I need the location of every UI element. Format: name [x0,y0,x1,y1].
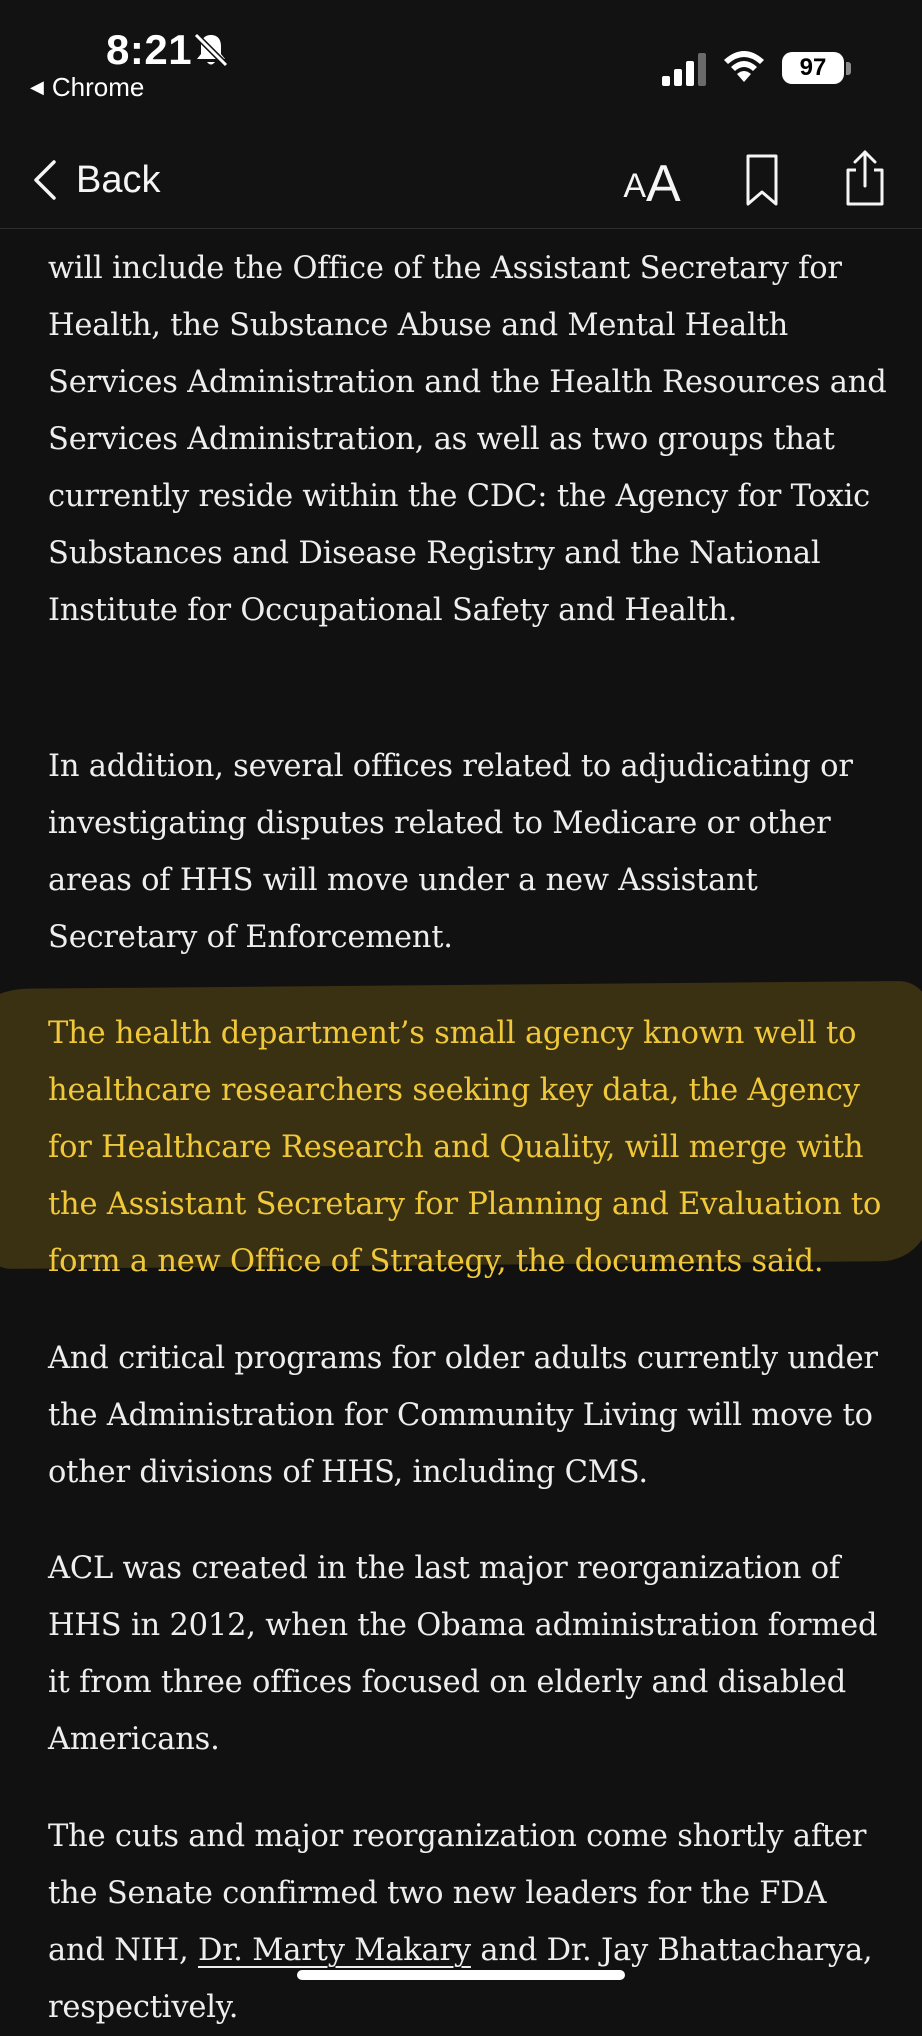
signal-icon [662,52,708,86]
paragraph-text-start: The cuts and major reorganization come shortly after the Senate confirmed two new leaders for the FDA and NIH, [48,1819,867,1968]
wifi-icon [722,48,766,84]
back-label: Back [76,158,161,201]
article-paragraph [48,1808,888,2036]
font-size-small-a: A [623,167,646,205]
bookmark-icon[interactable] [744,152,780,208]
home-indicator[interactable] [297,1970,625,1980]
paragraph-text-end: and Dr. Jay Bhattacharya, respectively. [48,1933,873,2025]
chevron-left-icon [30,158,60,202]
battery-icon [782,52,844,84]
battery-level: 97 [799,54,827,81]
article-paragraph: will include the Office of the Assistant Secretary for Health, the Substance Abuse and Mental Health Services Administration and the Health Resources and Services Administration, as well as two groups that currently reside within the CDC: the Agency for Toxic Substances and Disease Registry and the National Institute for Occupational Safety and Health. [48,251,887,628]
article-nav-bar [0,130,922,229]
font-size-big-a: A [646,155,681,213]
makary-link[interactable]: Dr. Marty Makary [197,1933,471,1968]
back-button[interactable] [30,152,160,208]
article-paragraph: ACL was created in the last major reorganization of HHS in 2012, when the Obama administration formed it from three offices focused on elderly and disabled Americans. [48,1551,878,1757]
article-paragraph: And critical programs for older adults currently under the Administration for Community Living will move to other divisions of HHS, including CMS. [48,1341,878,1490]
article-paragraph: In addition, several offices related to adjudicating or investigating disputes related to Medicare or other areas of HHS will move under a new Assistant Secretary of Enforcement. [48,749,853,955]
status-time: 8:21 [106,26,193,73]
highlighted-paragraph[interactable]: The health department’s small agency known well to healthcare researchers seeking key data, the Agency for Healthcare Research and Quality, will merge with the Assistant Secretary for Planning and Evaluation to form a new Office of Strategy, the documents said. [48,1016,882,1279]
back-triangle-icon: ◀ [30,77,44,97]
bell-slash-icon [192,31,230,69]
font-size-button[interactable] [620,150,684,213]
battery-nub [846,62,851,75]
back-app-label: Chrome [51,72,145,102]
status-bar [0,0,922,130]
back-to-chrome-link[interactable] [30,72,144,103]
share-icon[interactable] [842,148,888,208]
